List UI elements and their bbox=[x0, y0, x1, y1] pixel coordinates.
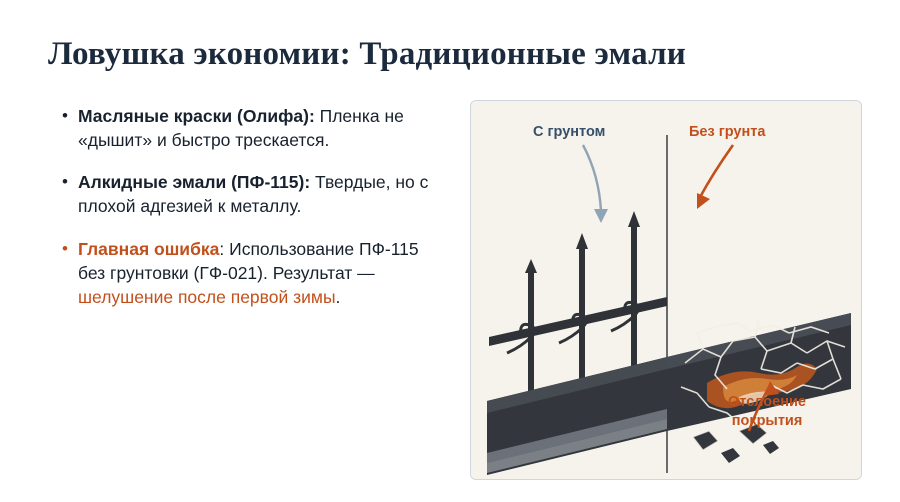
illustration-panel bbox=[470, 100, 862, 480]
page-title: Ловушка экономии: Традиционные эмали bbox=[48, 36, 687, 72]
list-item bbox=[60, 170, 450, 218]
label-unprimed: Без грунта bbox=[689, 124, 766, 140]
bullet-highlight: шелушение после первой зимы bbox=[78, 286, 336, 307]
bullet-separator: : bbox=[219, 238, 225, 259]
bullet-text: Использование ПФ-115 без грунтовки (ГФ-021). Результат — bbox=[78, 238, 419, 283]
bullet-marker: • bbox=[62, 238, 68, 258]
label-peeling: Отслоение покрытия bbox=[728, 394, 806, 429]
list-item bbox=[60, 237, 450, 309]
list-item bbox=[60, 104, 450, 152]
bullet-list bbox=[60, 104, 450, 327]
bullet-marker: • bbox=[62, 106, 68, 125]
bullet-text-end: . bbox=[335, 286, 341, 307]
bullet-marker: • bbox=[62, 172, 68, 192]
bullet-text: Пленка не «дышит» и быстро трескается. bbox=[78, 106, 404, 151]
bullet-separator: : bbox=[304, 172, 311, 193]
bullet-text: Твердые, но с плохой адгезией к металлу. bbox=[78, 172, 429, 217]
bullet-lead: Главная ошибка bbox=[78, 238, 220, 259]
bullet-lead: Алкидные эмали (ПФ-115) bbox=[78, 172, 305, 193]
bullet-separator: : bbox=[308, 106, 315, 126]
bullet-lead: Масляные краски (Олифа) bbox=[78, 106, 309, 126]
label-primed: С грунтом bbox=[533, 124, 606, 140]
